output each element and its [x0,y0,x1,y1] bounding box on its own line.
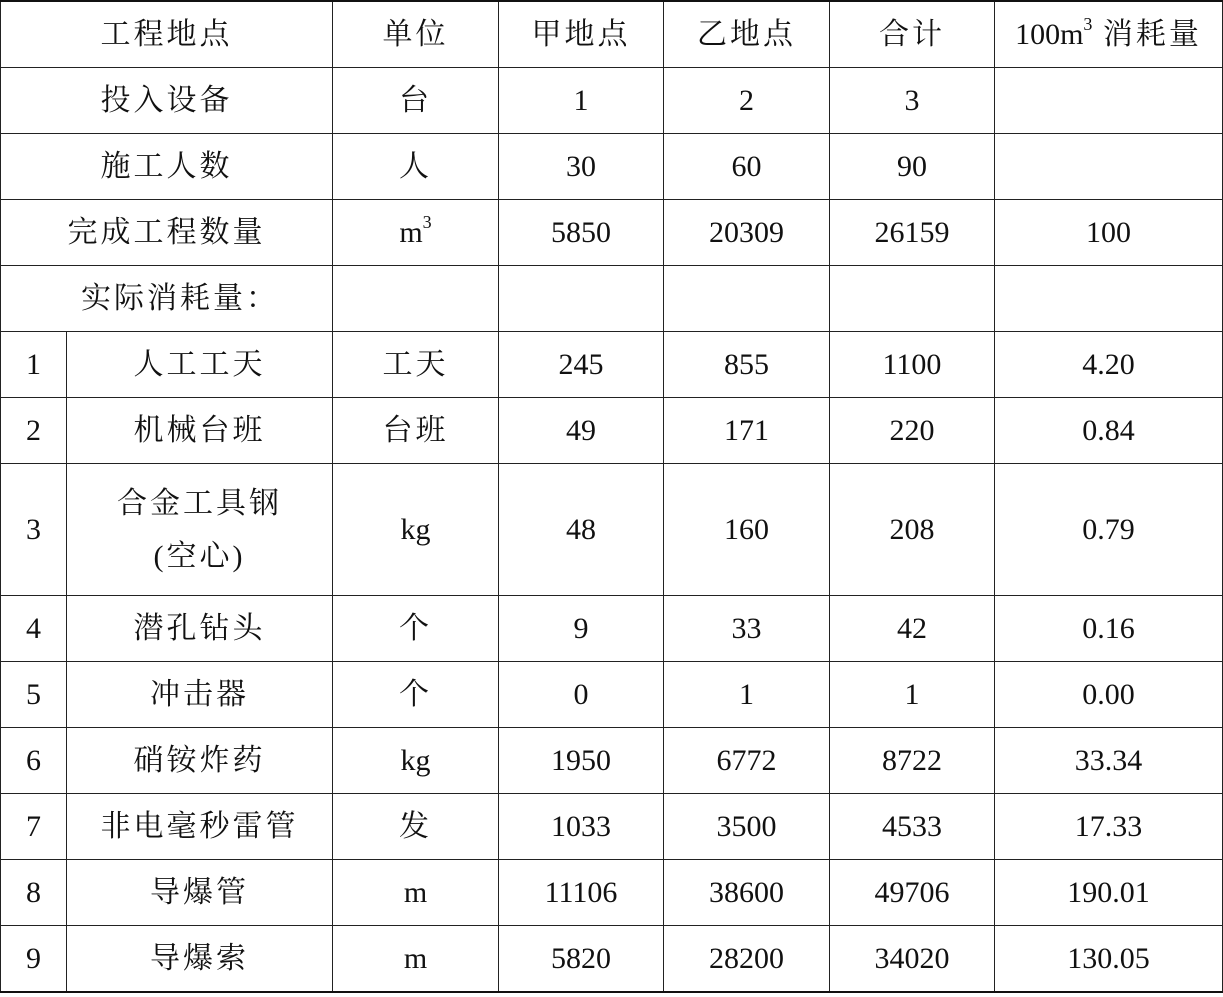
quantity-row [1,200,1223,266]
section-row [1,266,1223,332]
cell-per100: 100 [995,200,1223,266]
cell-site-a: 1950 [499,728,664,794]
header-site-a: 甲地点 [499,1,664,68]
row-unit [333,200,499,266]
cell-site-a: 49 [499,398,664,464]
empty-cell [499,266,664,332]
summary-row-equipment [1,68,1223,134]
header-per100-suffix: 消耗量 [1092,18,1202,51]
cell-site-b: 855 [664,332,830,398]
header-per100-prefix: 100m [1015,18,1084,51]
cell-per100: 0.00 [995,662,1223,728]
item-unit: m [333,860,499,926]
cell-site-b: 1 [664,662,830,728]
row-unit: 人 [333,134,499,200]
item-row [1,596,1223,662]
empty-cell [664,266,830,332]
cell-total: 8722 [830,728,995,794]
cell-site-a: 0 [499,662,664,728]
header-total: 合计 [830,1,995,68]
header-per100-sup: 3 [1083,14,1093,34]
cell-site-b: 38600 [664,860,830,926]
row-label: 完成工程数量 [1,200,333,266]
cell-per100: 17.33 [995,794,1223,860]
cell-total: 4533 [830,794,995,860]
item-row [1,332,1223,398]
header-row [1,1,1223,68]
row-label: 施工人数 [1,134,333,200]
empty-cell [333,266,499,332]
cell-site-a: 48 [499,464,664,596]
cell-site-b: 60 [664,134,830,200]
empty-cell [995,266,1223,332]
item-row [1,662,1223,728]
item-no: 8 [1,860,67,926]
cell-site-b: 3500 [664,794,830,860]
section-label: 实际消耗量： [1,266,333,332]
cell-per100: 0.79 [995,464,1223,596]
item-no: 7 [1,794,67,860]
unit-base: m [399,216,423,249]
cell-site-b: 160 [664,464,830,596]
cell-total: 34020 [830,926,995,993]
header-unit: 单位 [333,1,499,68]
header-location: 工程地点 [1,1,333,68]
cell-site-b: 171 [664,398,830,464]
item-unit: 工天 [333,332,499,398]
item-name: 非电毫秒雷管 [67,794,333,860]
item-name: 导爆索 [67,926,333,993]
item-no: 4 [1,596,67,662]
item-no: 6 [1,728,67,794]
item-name [67,464,333,596]
cell-per100: 33.34 [995,728,1223,794]
cell-site-a: 245 [499,332,664,398]
item-unit: m [333,926,499,993]
item-no: 3 [1,464,67,596]
item-name: 机械台班 [67,398,333,464]
item-name-line1: 合金工具钢 [117,486,282,520]
item-row [1,794,1223,860]
item-row [1,728,1223,794]
cell-per100: 4.20 [995,332,1223,398]
item-unit: 台班 [333,398,499,464]
cell-total: 49706 [830,860,995,926]
item-no: 1 [1,332,67,398]
cell-total: 3 [830,68,995,134]
item-name: 硝铵炸药 [67,728,333,794]
row-label: 投入设备 [1,68,333,134]
cell-site-a: 1033 [499,794,664,860]
cell-site-a: 30 [499,134,664,200]
cell-site-b: 28200 [664,926,830,993]
cell-per100: 130.05 [995,926,1223,993]
cell-per100 [995,134,1223,200]
item-name: 潜孔钻头 [67,596,333,662]
cell-per100: 190.01 [995,860,1223,926]
cell-site-b: 33 [664,596,830,662]
empty-cell [830,266,995,332]
cell-total: 26159 [830,200,995,266]
cell-per100: 0.16 [995,596,1223,662]
item-unit: 发 [333,794,499,860]
cell-site-b: 20309 [664,200,830,266]
item-row [1,860,1223,926]
item-name-line2: (空心) [153,539,246,573]
cell-total: 1100 [830,332,995,398]
item-unit: kg [333,728,499,794]
cell-site-a: 9 [499,596,664,662]
cell-total: 208 [830,464,995,596]
item-name: 人工工天 [67,332,333,398]
cell-total: 1 [830,662,995,728]
cell-per100: 0.84 [995,398,1223,464]
item-name: 导爆管 [67,860,333,926]
cell-per100 [995,68,1223,134]
item-no: 9 [1,926,67,993]
header-site-b: 乙地点 [664,1,830,68]
item-unit: 个 [333,662,499,728]
item-unit: 个 [333,596,499,662]
cell-total: 220 [830,398,995,464]
item-row [1,464,1223,596]
cell-site-a: 5850 [499,200,664,266]
cell-site-b: 2 [664,68,830,134]
summary-row-workers [1,134,1223,200]
item-name: 冲击器 [67,662,333,728]
item-row [1,398,1223,464]
cell-total: 90 [830,134,995,200]
item-no: 5 [1,662,67,728]
cell-site-a: 1 [499,68,664,134]
cell-site-a: 5820 [499,926,664,993]
item-row [1,926,1223,993]
item-no: 2 [1,398,67,464]
cell-site-a: 11106 [499,860,664,926]
item-unit: kg [333,464,499,596]
unit-sup: 3 [422,212,432,232]
header-per100 [995,1,1223,68]
cell-total: 42 [830,596,995,662]
cell-site-b: 6772 [664,728,830,794]
row-unit: 台 [333,68,499,134]
